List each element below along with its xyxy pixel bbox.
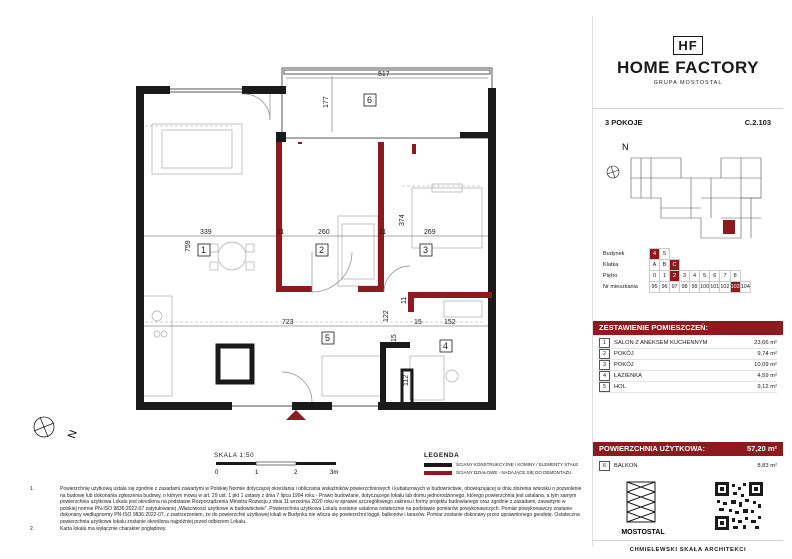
scale-tick-0: 0 xyxy=(215,470,219,476)
room-number-4: 4 xyxy=(443,341,449,351)
selector-label: Piętro xyxy=(603,273,618,279)
scale-tick-1: 1 xyxy=(255,470,259,476)
legend xyxy=(424,452,578,478)
room-name: SALON Z ANEKSEM KUCHENNYM xyxy=(614,340,708,346)
key-plan-north-icon xyxy=(607,142,629,178)
selector-cell: 5 xyxy=(700,271,710,282)
selector-label: Klatka xyxy=(603,262,619,268)
dim-15-a: 15 xyxy=(414,319,422,326)
room-name: POKÓJ xyxy=(614,362,634,368)
room-area: 4,59 m² xyxy=(757,373,777,379)
dim-759: 759 xyxy=(185,240,192,252)
selector-label: Budynek xyxy=(603,251,625,257)
room-number: 2 xyxy=(599,349,610,359)
room-area: 9,12 m² xyxy=(757,384,777,390)
legend-swatch-partition xyxy=(424,471,452,475)
unit-selector-table xyxy=(601,248,751,293)
selector-row-staircase xyxy=(601,260,750,271)
selector-cell: 1 xyxy=(660,271,670,282)
balcony-outline xyxy=(282,68,492,138)
north-arrow-icon xyxy=(30,412,88,446)
selector-cell: 6 xyxy=(710,271,720,282)
total-usable-area xyxy=(593,442,783,456)
selector-cell: 5 xyxy=(660,249,670,260)
room-number-6: 6 xyxy=(367,95,373,105)
mostostal-logo xyxy=(613,478,673,538)
selector-cell: 95 xyxy=(650,282,660,293)
scale-tick-2: 2 xyxy=(294,470,298,476)
legend-label-structural: ŚCIANY KONSTRUKCYJNE / KOMINY / ELEMENTY STAŁE xyxy=(456,462,579,467)
dim-11-a: 11 xyxy=(277,229,285,236)
rooms-summary-title: ZESTAWIENIE POMIESZCZEŃ: xyxy=(593,321,783,335)
site-key-plan xyxy=(601,138,779,250)
key-north-letter: N xyxy=(622,142,629,152)
selector-cell: 96 xyxy=(660,282,670,293)
dim-260: 260 xyxy=(318,229,330,236)
selector-row-building xyxy=(601,249,750,260)
legend-item-partition xyxy=(424,470,578,475)
unit-header xyxy=(593,118,783,130)
selector-cell: 102 xyxy=(720,282,730,293)
selector-cell: 4 xyxy=(690,271,700,282)
room-number: 4 xyxy=(599,371,610,381)
room-number: 5 xyxy=(599,382,610,392)
dim-152: 152 xyxy=(444,319,456,326)
selector-cell: 3 xyxy=(680,271,690,282)
north-letter: N xyxy=(65,428,80,441)
room-name: ŁAZIENKA xyxy=(614,373,643,379)
room-name: HOL xyxy=(614,384,626,390)
selector-cell: 100 xyxy=(700,282,710,293)
dim-269: 269 xyxy=(424,229,436,236)
unit-code: C.2.103 xyxy=(744,118,771,127)
floor-plan xyxy=(12,16,582,486)
dim-339: 339 xyxy=(200,229,212,236)
selector-cell: 104 xyxy=(740,282,750,293)
dim-177: 177 xyxy=(323,96,330,108)
dim-11-b: 11 xyxy=(379,229,387,236)
dim-122: 122 xyxy=(383,310,390,322)
legend-swatch-structural xyxy=(424,463,452,467)
selector-label: Nr mieszkania xyxy=(603,284,638,290)
mostostal-text: MOSTOSTAL xyxy=(621,529,665,536)
scale-tick-3: 3m xyxy=(330,470,339,476)
room-number-5: 5 xyxy=(325,333,331,343)
legend-item-structural xyxy=(424,462,578,467)
brand-mark: HF xyxy=(673,36,702,55)
key-plan-highlight xyxy=(723,220,735,234)
total-value: 57,20 m² xyxy=(746,444,777,453)
room-area: 23,66 m² xyxy=(754,340,777,346)
selector-cell: A xyxy=(650,260,660,271)
architects-credits: CHMIELEWSKI SKAŁA ARCHITEKCI xyxy=(593,540,783,553)
list-item xyxy=(599,371,777,382)
footnote-2 xyxy=(12,526,582,533)
dim-723: 723 xyxy=(282,319,294,326)
selector-cell: 8 xyxy=(730,271,740,282)
room-number-2: 2 xyxy=(319,245,325,255)
list-item xyxy=(599,360,777,371)
room-number: 1 xyxy=(599,338,610,348)
rooms-summary-list xyxy=(599,338,777,393)
selector-cell: 99 xyxy=(690,282,700,293)
room-name: POKÓJ xyxy=(614,351,634,357)
selector-cell: 97 xyxy=(670,282,680,293)
footnote-text: Powierzchnię użytkową ustala się zgodnie z zasadami zawartymi w Polskiej Normie dotyczącej określania i obliczania wskaźników powierzchniowych i kubaturowych w budownictwie, obowiązującej w dniu złożenia wniosku o pozwolenie na budowę lub dokonania zgłoszenia budowy, o którym mowa w art. 29 ust. 1 pkt 1 ustawy z dnia 7 lipca 1994 roku - Prawo budowlane, dotyczącego lokalu lub domu jednorodzinnego, którego powierzchnia jest ustalana, a tym samym powierzchnia użytkowa Lokalu jest określona na podstawie Rozporządzenia Ministra Rozwoju z dnia 11 września 2020 roku w sprawie szczegółowego zakresu i formy projektu budowlanego oraz zgodnie z zasadami, zawartymi w polskiej normie PN-ISO 9836:2022-07 zatytułowanej „Właściwości użytkowe w budownictwie”. Powierzchnia użytkowa Lokalu zostanie ustalona ostatecznie na podstawie pomiarów powykonawczych. Pomiar powykonawczy zostanie dokonany wedługnormy PN-ISO 9836:2022-07, z zastrzeżeniem, że do powierzchni użytkowej lokali w Budynku nie wlicza się powierzchni loggii, balkonów i tarasów. Pomiar zostanie dokonany przez uprawnionego geodetę. Ostateczna powierzchnia użytkowa lokalu zostanie określona najpóźniej przed odbiorem Lokalu. xyxy=(60,486,582,525)
selector-cell: 101 xyxy=(710,282,720,293)
scale-label: SKALA 1:50 xyxy=(214,452,255,459)
qr-code[interactable] xyxy=(715,482,763,530)
selector-cell: 7 xyxy=(720,271,730,282)
unit-rooms-label: 3 POKOJE xyxy=(605,118,643,127)
list-item xyxy=(599,382,777,393)
room-number-3: 3 xyxy=(423,245,429,255)
selector-row-apartment xyxy=(601,282,750,293)
dim-374: 374 xyxy=(399,214,406,226)
info-sidebar xyxy=(592,16,783,553)
selector-cell: 2 xyxy=(670,271,680,282)
balcony-row xyxy=(599,461,777,471)
scale-ruler xyxy=(214,459,344,477)
list-item xyxy=(599,338,777,349)
scale-bar xyxy=(214,452,344,479)
footnote-1 xyxy=(12,486,582,526)
footnote-number: 1. xyxy=(30,486,35,492)
room-name: BALKON xyxy=(614,463,638,469)
dim-112: 112 xyxy=(403,374,410,386)
brand-subtitle: GRUPA MOSTOSTAL xyxy=(653,80,723,86)
room-number: 3 xyxy=(599,360,610,370)
selector-cell: 0 xyxy=(650,271,660,282)
selector-row-floor xyxy=(601,271,750,282)
brand-name: HOME FACTORY xyxy=(616,58,759,77)
partition-walls xyxy=(276,142,492,312)
legend-label-partition: ŚCIANY DZIAŁOWE - NADAJĄCE SIĘ DO DEMONTAŻU xyxy=(456,470,572,475)
selector-cell: C xyxy=(670,260,680,271)
dim-11-c: 11 xyxy=(401,296,408,304)
legend-title: LEGENDA xyxy=(424,452,460,459)
total-label: POWIERZCHNIA UŻYTKOWA: xyxy=(599,444,705,453)
footnotes xyxy=(12,486,582,532)
room-number: 6 xyxy=(599,461,610,471)
footnote-number: 2. xyxy=(30,525,35,532)
selector-cell: 4 xyxy=(650,249,660,260)
footnote-text: Karta lokalu ma wyłącznie charakter poglądowy. xyxy=(60,525,167,532)
room-area: 8,83 m² xyxy=(757,463,777,469)
room-number-1: 1 xyxy=(201,245,207,255)
room-area: 10,09 m² xyxy=(754,362,777,368)
dim-15-b: 15 xyxy=(391,334,398,342)
brand-header xyxy=(593,16,783,109)
list-item xyxy=(599,349,777,360)
entrance-marker xyxy=(286,410,306,420)
dim-517: 517 xyxy=(378,71,390,78)
selector-cell: B xyxy=(660,260,670,271)
room-area: 9,74 m² xyxy=(757,351,777,357)
selector-cell: 103 xyxy=(730,282,740,293)
selector-cell: 98 xyxy=(680,282,690,293)
